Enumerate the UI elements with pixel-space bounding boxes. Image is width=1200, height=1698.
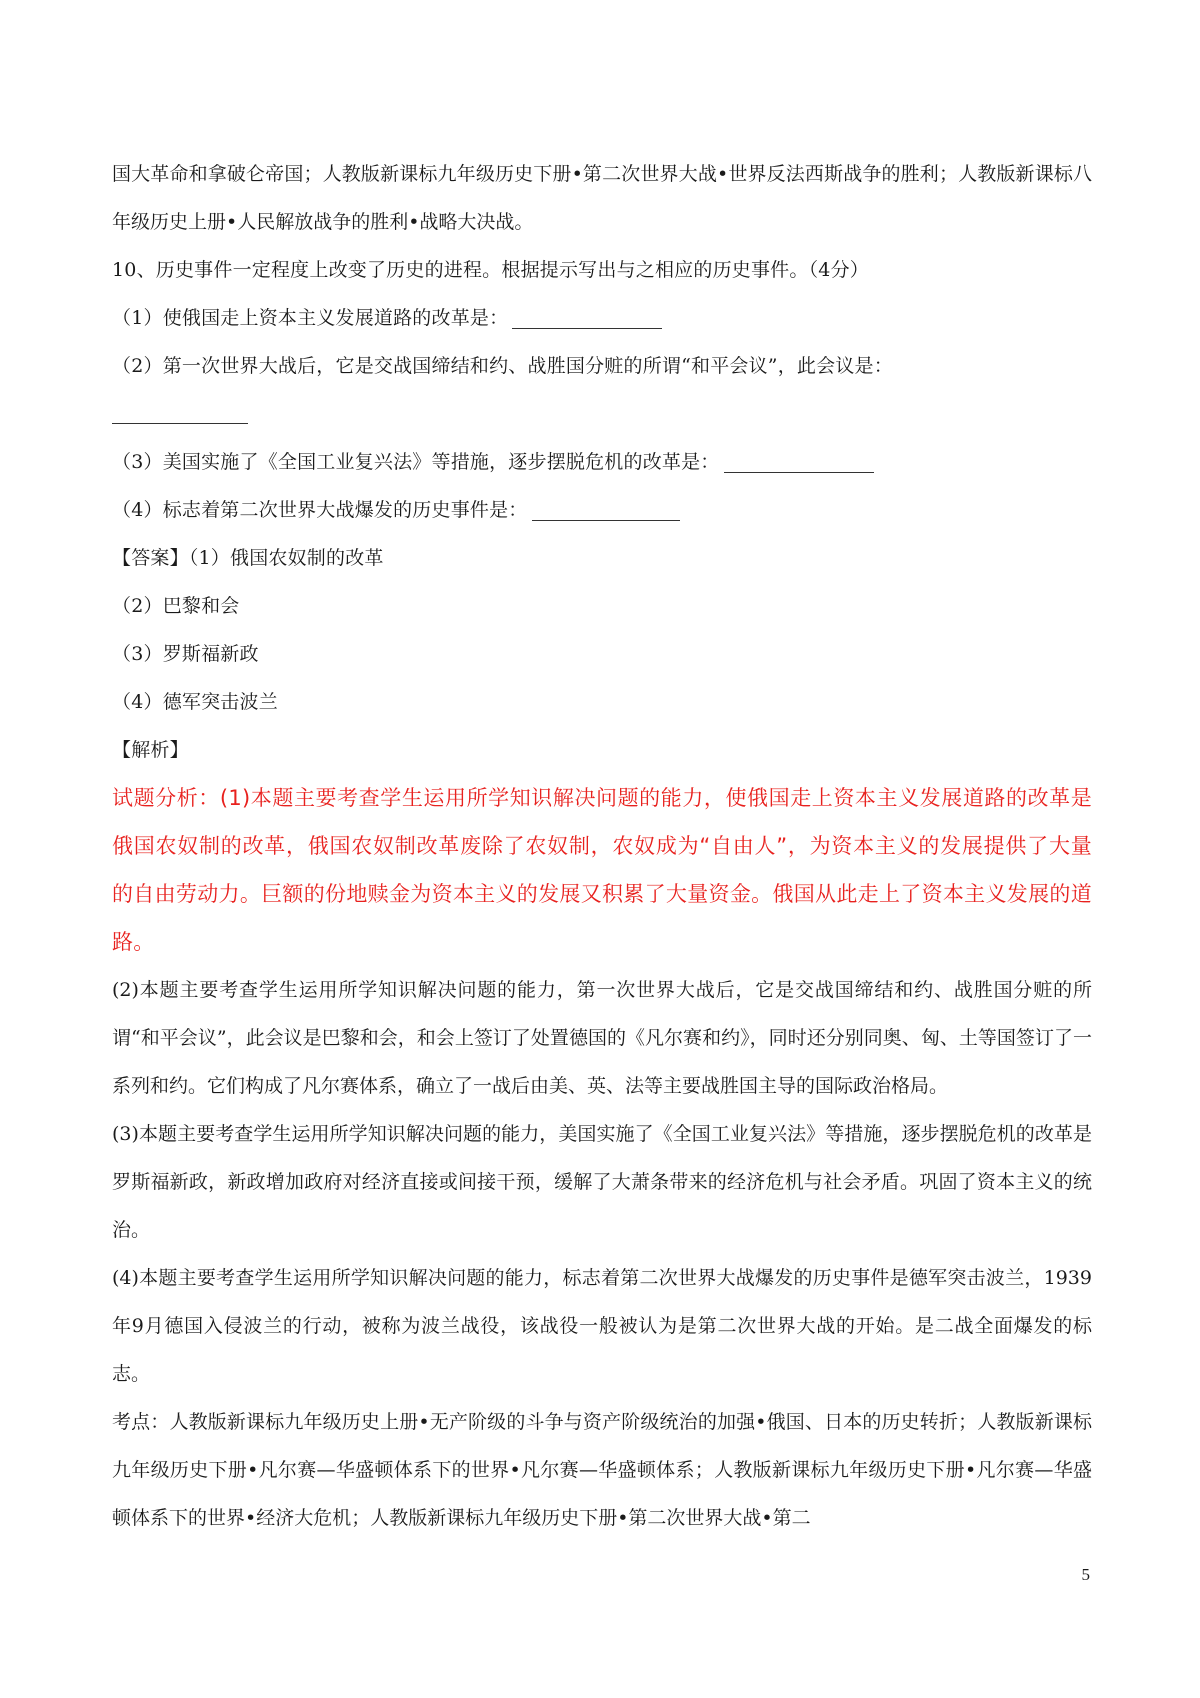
top-continuation-text: 国大革命和拿破仑帝国；人教版新课标九年级历史下册•第二次世界大战•世界反法西斯战争的胜利；人教版新课标八年级历史上册•人民解放战争的胜利•战略大决战。 — [112, 163, 1092, 233]
analysis-red-text: 试题分析：(1)本题主要考查学生运用所学知识解决问题的能力，使俄国走上资本主义发展道路的改革是俄国农奴制的改革，俄国农奴制改革废除了农奴制，农奴成为“自由人”，为资本主义的发展提供了大量的自由劳动力。巨额的份地赎金为资本主义的发展又积累了大量资金。俄国从此走上了资本主义发展的道路。 — [112, 786, 1092, 954]
answer-blank-3[interactable] — [724, 454, 874, 473]
question-item-1 — [112, 294, 1092, 342]
answer-item-2: （2）巴黎和会 — [112, 595, 240, 617]
analysis-part-4: (4)本题主要考查学生运用所学知识解决问题的能力，标志着第二次世界大战爆发的历史事件是德军突击波兰，1939年9月德国入侵波兰的行动，被称为波兰战役，该战役一般被认为是第二次世界大战的开始。是二战全面爆发的标志。 — [112, 1267, 1092, 1385]
question-item-2-text: （2）第一次世界大战后，它是交战国缔结和约、战胜国分赃的所谓“和平会议”，此会议是： — [112, 355, 893, 377]
analysis-part-2: (2)本题主要考查学生运用所学知识解决问题的能力，第一次世界大战后，它是交战国缔结和约、战胜国分赃的所谓“和平会议”，此会议是巴黎和会，和会上签订了处置德国的《凡尔赛和约》，同时还分别同奥、匈、土等国签订了一系列和约。它们构成了凡尔赛体系，确立了一战后由美、英、法等主要战胜国主导的国际政治格局。 — [112, 979, 1092, 1097]
answer-label: 【答案】 — [112, 547, 189, 569]
analysis-label: 【解析】 — [112, 739, 189, 761]
question-title: 10、历史事件一定程度上改变了历史的进程。根据提示写出与之相应的历史事件。（4分） — [112, 259, 869, 281]
analysis-part-3: (3)本题主要考查学生运用所学知识解决问题的能力，美国实施了《全国工业复兴法》等措施，逐步摆脱危机的改革是罗斯福新政，新政增加政府对经济直接或间接干预，缓解了大萧条带来的经济危机与社会矛盾。巩固了资本主义的统治。 — [112, 1123, 1092, 1241]
page-number: 5 — [1081, 1565, 1090, 1584]
question-item-1-text: （1）使俄国走上资本主义发展道路的改革是： — [112, 307, 509, 329]
question-item-4 — [112, 486, 1092, 534]
answer-line-1 — [112, 534, 1092, 582]
question-item-3-text: （3）美国实施了《全国工业复兴法》等措施，逐步摆脱危机的改革是： — [112, 451, 720, 473]
answer-item-1: （1）俄国农奴制的改革 — [188, 547, 384, 569]
answer-blank-2[interactable] — [112, 405, 248, 424]
answer-blank-1[interactable] — [512, 310, 662, 329]
question-item-2 — [112, 342, 1092, 390]
question-item-4-text: （4）标志着第二次世界大战爆发的历史事件是： — [112, 499, 528, 521]
answer-item-4: （4）德军突击波兰 — [112, 691, 278, 713]
answer-blank-4[interactable] — [532, 502, 680, 521]
answer-item-3: （3）罗斯福新政 — [112, 643, 259, 665]
document-content — [112, 150, 1092, 1542]
question-item-3 — [112, 438, 1092, 486]
question-item-2-blank-row — [112, 390, 1092, 438]
kaodian-text: 考点：人教版新课标九年级历史上册•无产阶级的斗争与资产阶级统治的加强•俄国、日本的历史转折；人教版新课标九年级历史下册•凡尔赛—华盛顿体系下的世界•凡尔赛—华盛顿体系；人教版新课标九年级历史下册•凡尔赛—华盛顿体系下的世界•经济大危机；人教版新课标九年级历史下册•第二次世界大战•第二 — [112, 1411, 1092, 1529]
